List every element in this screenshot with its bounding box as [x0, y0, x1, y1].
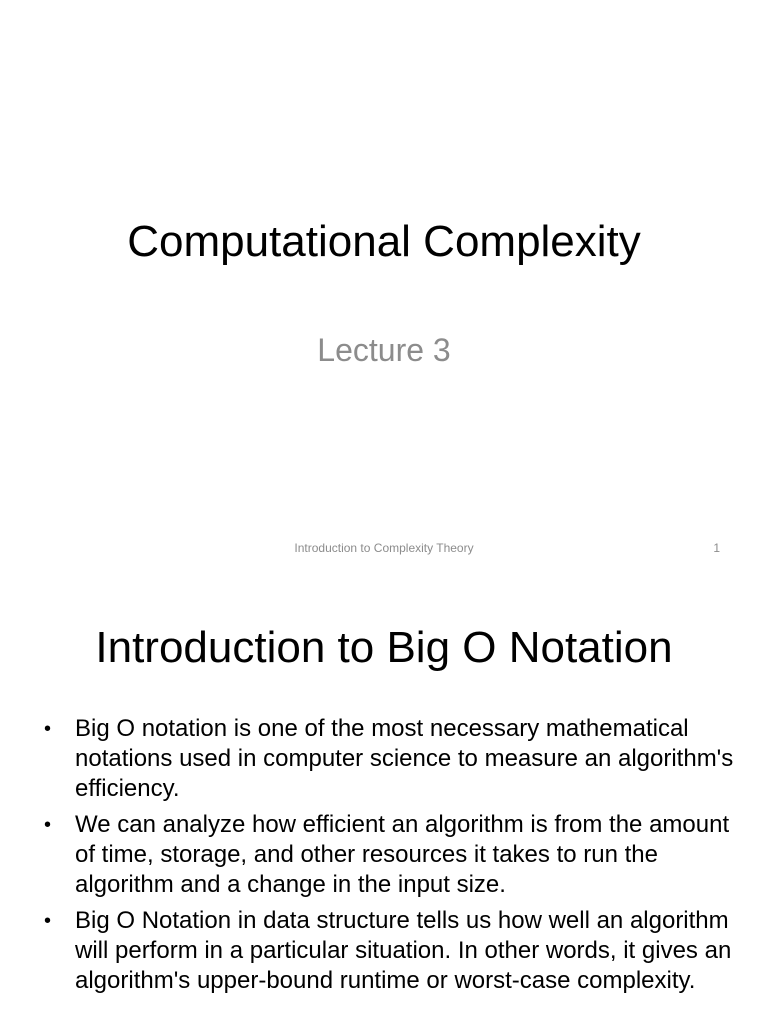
slide-title: Computational Complexity: [127, 217, 641, 266]
bullet-list: [44, 714, 734, 1002]
bullet-item: [44, 810, 734, 900]
slide-footer: Introduction to Complexity Theory: [294, 541, 474, 555]
bullet-item: [44, 906, 734, 996]
bullet-text: Big O notation is one of the most necessary mathematical notations used in computer science to measure an algorithm's efficiency.: [75, 715, 734, 802]
page-number: 1: [713, 541, 720, 555]
content-slide: [0, 576, 768, 1024]
bullet-item: [44, 714, 734, 804]
content-slide-title: Introduction to Big O Notation: [95, 623, 673, 672]
bullet-text: Big O Notation in data structure tells us how well an algorithm will perform in a particular situation. In other words, it gives an algorithm's upper-bound runtime or worst-case complexity.: [75, 907, 732, 994]
bullet-text: We can analyze how efficient an algorithm is from the amount of time, storage, and other resources it takes to run the algorithm and a change in the input size.: [75, 811, 730, 898]
bullet-icon: •: [44, 718, 52, 740]
bullet-icon: •: [44, 910, 52, 932]
bullet-icon: •: [44, 814, 52, 836]
slide-subtitle: Lecture 3: [317, 332, 451, 368]
